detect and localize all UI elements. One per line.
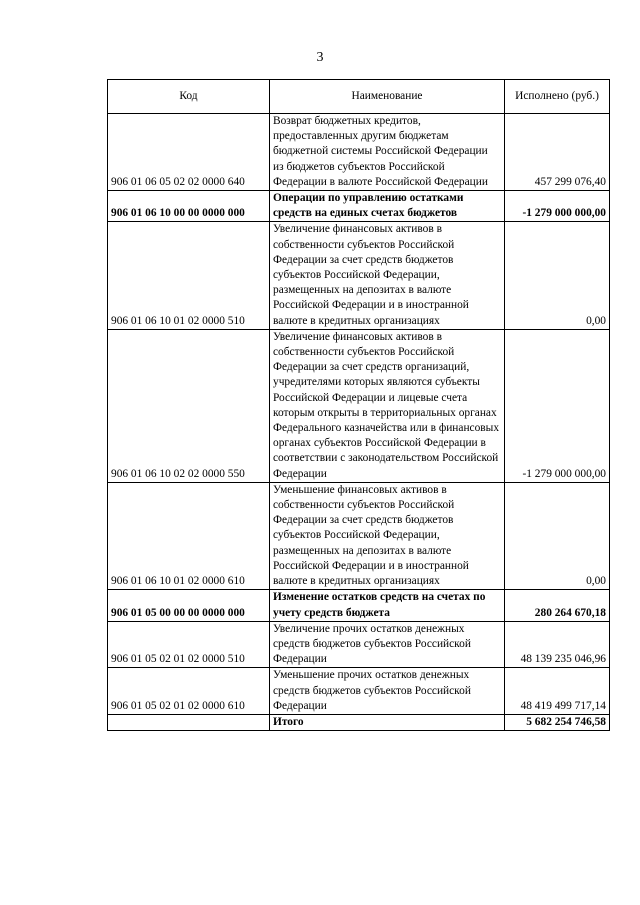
cell-amount: 48 419 499 717,14	[505, 668, 610, 715]
cell-code: 906 01 05 02 01 02 0000 510	[108, 621, 270, 668]
cell-amount: 48 139 235 046,96	[505, 621, 610, 668]
table-row	[108, 482, 610, 589]
execution-table	[107, 79, 610, 731]
table-row	[108, 222, 610, 329]
table-row	[108, 114, 610, 191]
cell-name: Увеличение прочих остатков денежных средств бюджетов субъектов Российской Федерации	[270, 621, 505, 668]
cell-amount: 0,00	[505, 482, 610, 589]
cell-code: 906 01 06 10 01 02 0000 510	[108, 222, 270, 329]
table-row	[108, 590, 610, 621]
cell-code: 906 01 06 10 01 02 0000 610	[108, 482, 270, 589]
cell-name: Уменьшение прочих остатков денежных средств бюджетов субъектов Российской Федерации	[270, 668, 505, 715]
cell-code: 906 01 06 10 02 02 0000 550	[108, 329, 270, 482]
cell-code: 906 01 06 10 00 00 0000 000	[108, 191, 270, 222]
cell-amount: -1 279 000 000,00	[505, 329, 610, 482]
cell-code: 906 01 05 02 01 02 0000 610	[108, 668, 270, 715]
total-label: Итого	[270, 714, 505, 730]
header-amount: Исполнено (руб.)	[505, 80, 610, 114]
cell-name: Изменение остатков средств на счетах по учету средств бюджета	[270, 590, 505, 621]
total-amount: 5 682 254 746,58	[505, 714, 610, 730]
cell-amount: 457 299 076,40	[505, 114, 610, 191]
cell-code: 906 01 05 00 00 00 0000 000	[108, 590, 270, 621]
cell-name: Увеличение финансовых активов в собственности субъектов Российской Федерации за счет средств бюджетов субъектов Российской Федерации, размещенных на депозитах в валюте Российской Федерации и в иностранной валюте в кредитных организациях	[270, 222, 505, 329]
cell-name: Возврат бюджетных кредитов, предоставленных другим бюджетам бюджетной системы Российской Федерации из бюджетов субъектов Российской Федерации в валюте Российской Федерации	[270, 114, 505, 191]
table-row	[108, 668, 610, 715]
table-row	[108, 621, 610, 668]
cell-amount: 0,00	[505, 222, 610, 329]
cell-code: 906 01 06 05 02 02 0000 640	[108, 114, 270, 191]
total-row	[108, 714, 610, 730]
cell-code	[108, 714, 270, 730]
cell-name: Увеличение финансовых активов в собственности субъектов Российской Федерации за счет средств организаций, учредителями которых являются субъекты Российской Федерации и лицевые счета которым открыты в территориальных органах Федерального казначейства или в финансовых органах субъектов Российской Федерации в соответствии с законодательством Российской Федерации	[270, 329, 505, 482]
cell-amount: -1 279 000 000,00	[505, 191, 610, 222]
header-code: Код	[108, 80, 270, 114]
cell-name: Уменьшение финансовых активов в собственности субъектов Российской Федерации за счет средств бюджетов субъектов Российской Федерации, размещенных на депозитах в валюте Российской Федерации и в иностранной валюте в кредитных организациях	[270, 482, 505, 589]
table-row	[108, 191, 610, 222]
table-header-row	[108, 80, 610, 114]
table-row	[108, 329, 610, 482]
page-number: 3	[316, 50, 324, 65]
cell-name: Операции по управлению остатками средств на единых счетах бюджетов	[270, 191, 505, 222]
cell-amount: 280 264 670,18	[505, 590, 610, 621]
header-name: Наименование	[270, 80, 505, 114]
